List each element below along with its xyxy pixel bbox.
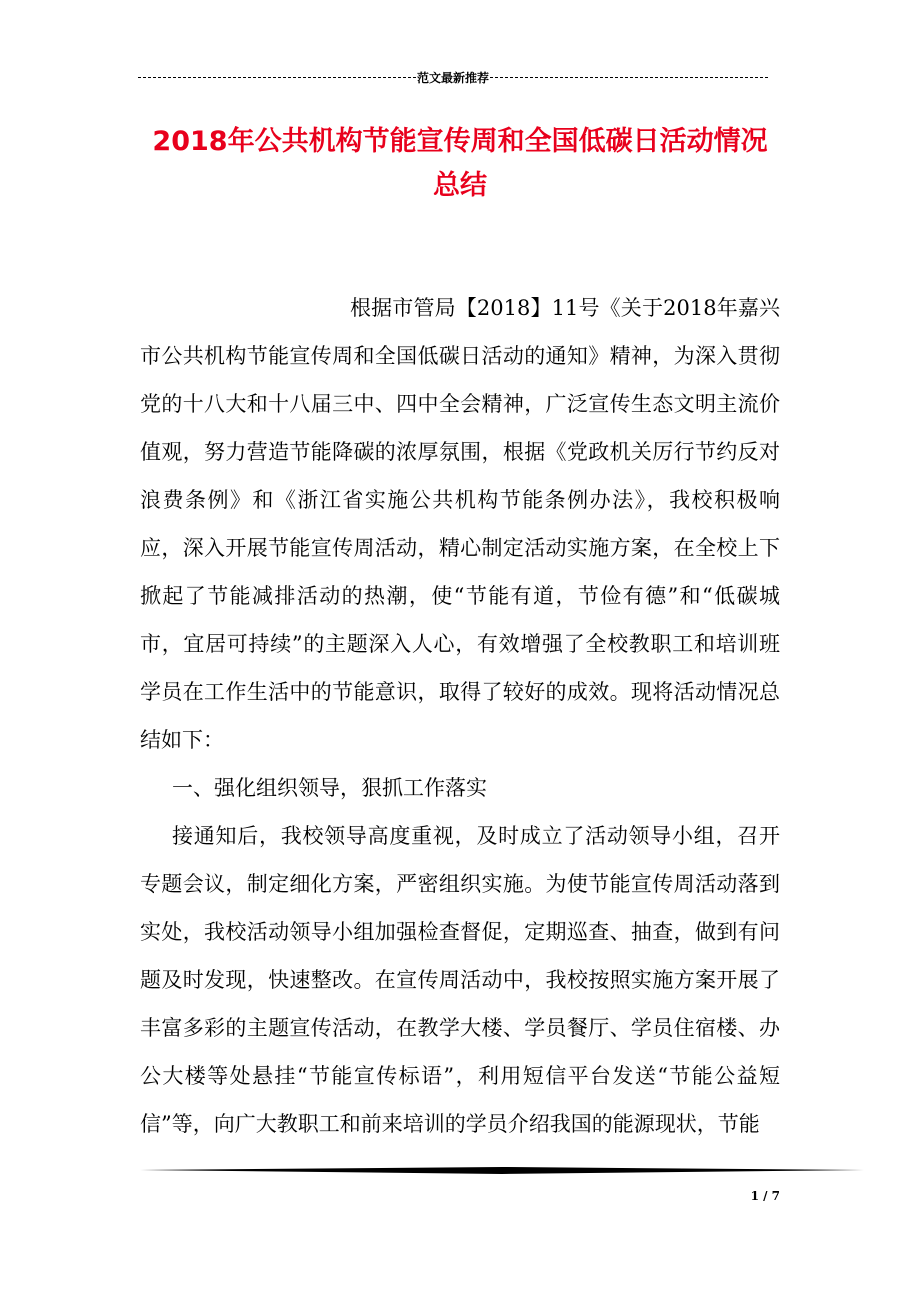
document-title: 2018年公共机构节能宣传周和全国低碳日活动情况总结: [152, 126, 768, 201]
header-dash-left: [138, 77, 416, 78]
body-paragraph: 接通知后，我校领导高度重视，及时成立了活动领导小组，召开专题会议，制定细化方案，严密组织实施。为使节能宣传周活动落到实处，我校活动领导小组加强检查督促，定期巡查、抽查，做到有问题及时发现，快速整改。在宣传周活动中，我校按照实施方案开展了丰富多彩的主题宣传活动，在教学大楼、学员餐厅、学员住宿楼、办公大楼等处悬挂“节能宣传标语”，利用短信平台发送“节能公益短信”等，向广大教职工和前来培训的学员介绍我国的能源现状，节能: [140, 824, 780, 1136]
body-paragraph: 根据市管局【2018】11号《关于2018年嘉兴市公共机构节能宣传周和全国低碳日活动的通知》精神，为深入贯彻党的十八大和十八届三中、四中全会精神，广泛宣传生态文明主流价值观，努力营造节能降碳的浓厚氛围，根据《党政机关厉行节约反对浪费条例》和《浙江省实施公共机构节能条例办法》，我校积极响应，深入开展节能宣传周活动，精心制定活动实施方案，在全校上下掀起了节能减排活动的热潮，使“节能有道，节俭有德”和“低碳城市，宜居可持续”的主题深入人心，有效增强了全校教职工和培训班学员在工作生活中的节能意识，取得了较好的成效。现将活动情况总结如下：: [140, 296, 780, 752]
header-label: 范文最新推荐: [417, 70, 490, 85]
page-number: 1 / 7: [750, 1189, 780, 1203]
section-heading: 一、强化组织领导，狠抓工作落实: [172, 776, 487, 800]
footer-rule: [140, 1164, 864, 1176]
page-header: [138, 68, 768, 86]
header-dash-right: [490, 77, 768, 78]
document-body: [140, 284, 780, 1148]
